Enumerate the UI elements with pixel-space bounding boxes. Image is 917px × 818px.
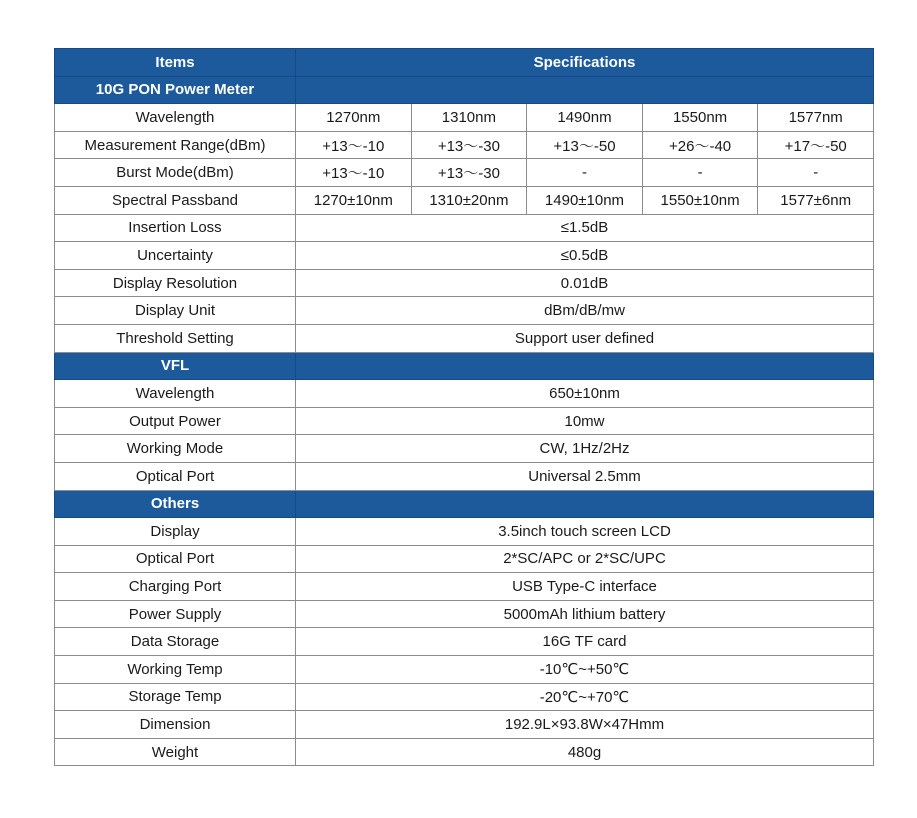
row-label: Wavelength [55,104,296,132]
table-cell: Universal 2.5mm [296,462,874,490]
table-row [55,242,874,270]
table-row [55,269,874,297]
table-cell: CW, 1Hz/2Hz [296,435,874,463]
section-header-power-meter [55,76,874,104]
table-row [55,711,874,739]
table-cell: 1490±10nm [527,186,643,214]
table-cell: +13～-10 [296,159,412,187]
table-row [55,545,874,573]
table-cell: 5000mAh lithium battery [296,600,874,628]
table-cell: +17～-50 [758,131,874,159]
section-title: VFL [55,352,296,380]
table-cell: +13～-30 [411,159,527,187]
table-row [55,324,874,352]
table-cell: 16G TF card [296,628,874,656]
row-label: Dimension [55,711,296,739]
table-cell: 1550nm [642,104,758,132]
row-label: Uncertainty [55,242,296,270]
table-header-row [55,49,874,77]
table-row [55,518,874,546]
row-label: Working Temp [55,656,296,684]
section-title: 10G PON Power Meter [55,76,296,104]
row-label: Optical Port [55,545,296,573]
table-row [55,104,874,132]
row-label: Display [55,518,296,546]
row-label: Burst Mode(dBm) [55,159,296,187]
table-cell: 1577nm [758,104,874,132]
table-cell: 192.9L×93.8W×47Hmm [296,711,874,739]
table-cell: - [527,159,643,187]
table-cell: 2*SC/APC or 2*SC/UPC [296,545,874,573]
table-cell: -20℃~+70℃ [296,683,874,711]
table-cell: 650±10nm [296,380,874,408]
table-cell: +13～-50 [527,131,643,159]
section-header-vfl [55,352,874,380]
row-label: Output Power [55,407,296,435]
table-cell: +13～-10 [296,131,412,159]
table-cell: +13～-30 [411,131,527,159]
table-row [55,573,874,601]
table-cell: - [758,159,874,187]
table-row [55,214,874,242]
table-cell: 1310nm [411,104,527,132]
table-row [55,435,874,463]
table-row [55,628,874,656]
table-cell: - [642,159,758,187]
table-cell: +26～-40 [642,131,758,159]
row-label: Display Resolution [55,269,296,297]
row-label: Threshold Setting [55,324,296,352]
table-row [55,683,874,711]
row-label: Charging Port [55,573,296,601]
row-label: Storage Temp [55,683,296,711]
table-cell: 1270nm [296,104,412,132]
table-cell: -10℃~+50℃ [296,656,874,684]
row-label: Insertion Loss [55,214,296,242]
table-row [55,407,874,435]
table-cell: Support user defined [296,324,874,352]
table-row [55,462,874,490]
table-row [55,131,874,159]
row-label: Working Mode [55,435,296,463]
specifications-table [54,48,874,766]
table-cell: ≤1.5dB [296,214,874,242]
section-header-filler [296,76,874,104]
row-label: Data Storage [55,628,296,656]
table-row [55,656,874,684]
table-row [55,738,874,766]
section-header-filler [296,352,874,380]
table-cell: USB Type-C interface [296,573,874,601]
table-cell: 1490nm [527,104,643,132]
row-label: Power Supply [55,600,296,628]
section-title: Others [55,490,296,518]
row-label: Optical Port [55,462,296,490]
table-cell: 3.5inch touch screen LCD [296,518,874,546]
table-row [55,186,874,214]
table-cell: ≤0.5dB [296,242,874,270]
table-row [55,380,874,408]
items-column-header: Items [55,49,296,77]
table-cell: 1270±10nm [296,186,412,214]
section-header-filler [296,490,874,518]
row-label: Display Unit [55,297,296,325]
table-row [55,159,874,187]
table-cell: dBm/dB/mw [296,297,874,325]
table-cell: 0.01dB [296,269,874,297]
row-label: Measurement Range(dBm) [55,131,296,159]
section-header-others [55,490,874,518]
table-row [55,600,874,628]
table-row [55,297,874,325]
table-cell: 480g [296,738,874,766]
table-cell: 10mw [296,407,874,435]
table-cell: 1577±6nm [758,186,874,214]
table-cell: 1310±20nm [411,186,527,214]
row-label: Weight [55,738,296,766]
row-label: Spectral Passband [55,186,296,214]
row-label: Wavelength [55,380,296,408]
table-cell: 1550±10nm [642,186,758,214]
specifications-column-header: Specifications [296,49,874,77]
